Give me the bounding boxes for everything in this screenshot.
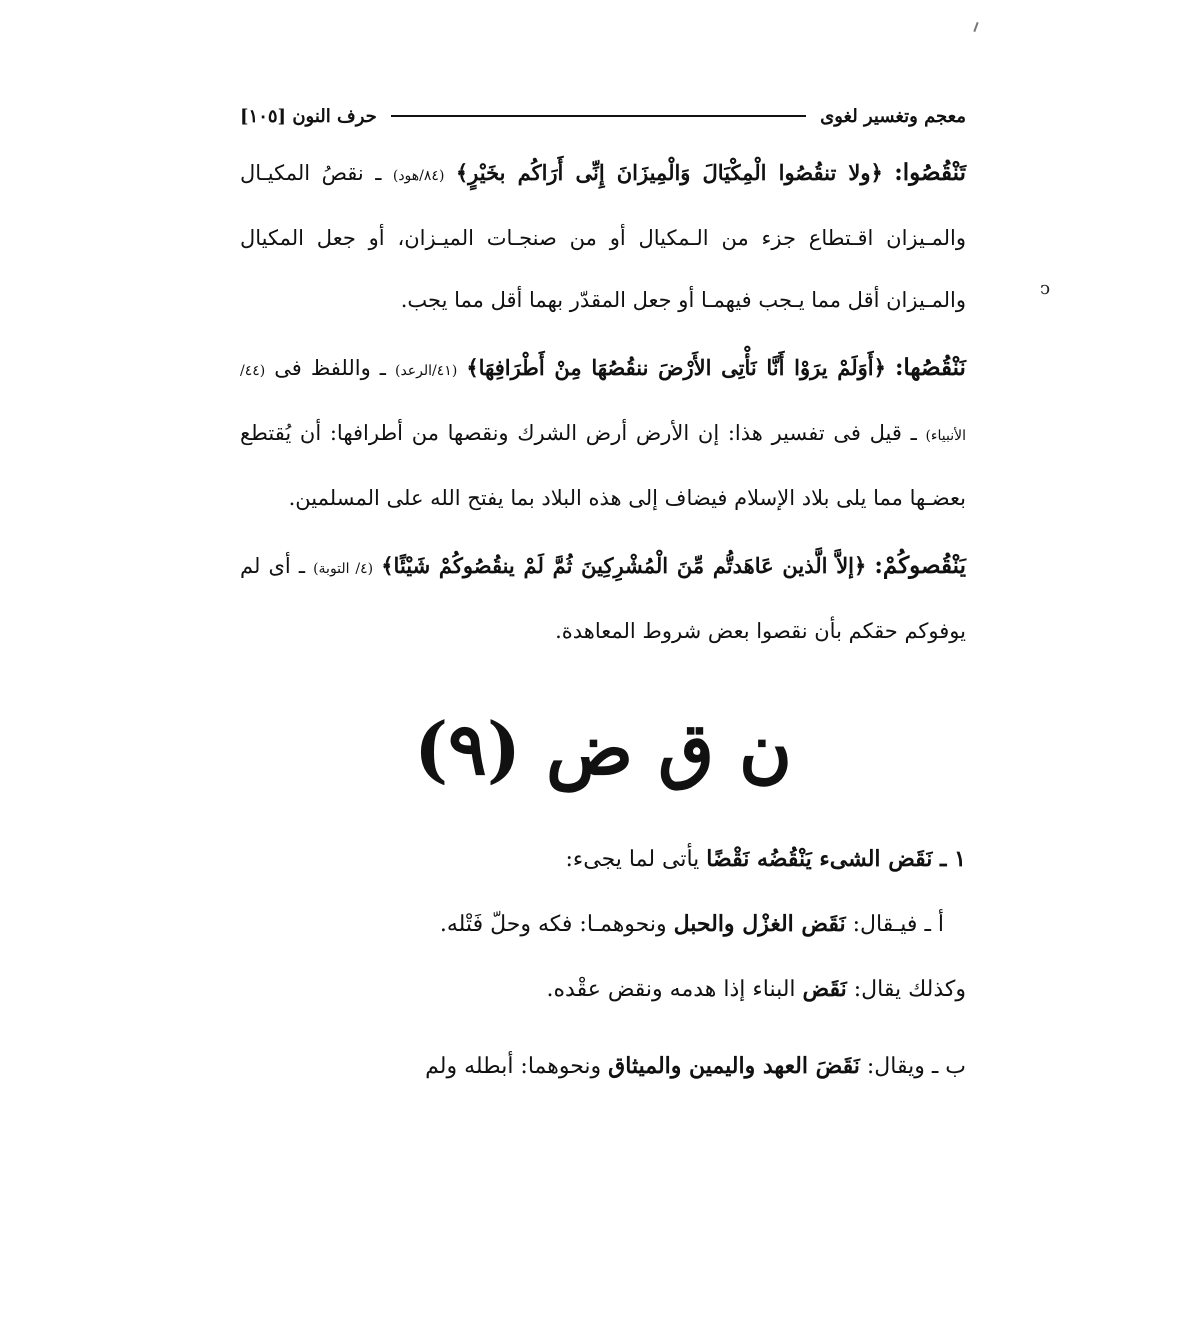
definition-line <box>240 827 966 892</box>
entry-head: يَنْقُصوكُمْ: <box>874 552 966 579</box>
verse-reference: (٤/ التوبة) <box>313 561 374 577</box>
running-header <box>240 98 966 134</box>
quran-verse: ﴿إلاَّ الَّذين عَاهَدتُّم مِّنَ الْمُشْرِكِينَ ثُمَّ لَمْ ينقُصُوكُمْ شَيْئًا﴾ <box>381 553 867 578</box>
definition-text: ونحوهمـا: فكه وحلّ فَتْله. <box>439 912 674 937</box>
definition-term: نَقَض الغزْل والحبل <box>673 911 846 937</box>
root-section-title: ن ق ض (٩) <box>414 706 792 791</box>
entry-text: ـ قيل فى تفسير هذا: إن الأرض أرض الشرك ونقصها من أطرافها: أن يُقتطع بعضـها مما يلى بلاد الإسلام فيضاف إلى هذه البلاد بما يفتح الله على المسلمين. <box>240 421 966 510</box>
scan-speck <box>973 22 978 32</box>
quran-verse: ﴿ولا تنقُصُوا الْمِكْيَالَ وَالْمِيزَانَ إِنِّى أَرَاكُم بخَيْرٍ﴾ <box>455 160 883 185</box>
entry-head: نَنْقُصُها: <box>894 354 966 381</box>
definition-text: البناء إذا هدمه ونقض عقْده. <box>546 977 803 1002</box>
definition-line <box>240 957 966 1022</box>
definition-prefix: أ ـ فيـقال: <box>845 912 944 937</box>
definition-term: نَقَضَ العهد واليمين والميثاق <box>608 1053 860 1079</box>
definition-prefix: ب ـ ويقال: <box>859 1054 966 1079</box>
entry-text: ـ أى لم يوفوكم حقكم بأن نقصوا بعض شروط المعاهدة. <box>240 554 966 643</box>
entry-nanqusuha <box>240 337 966 529</box>
entry-yanqusukum <box>240 535 966 662</box>
margin-mark: ↄ <box>1040 278 1051 299</box>
definition-text: ونحوهما: أبطله ولم <box>425 1054 609 1079</box>
definition-term: ١ ـ نَقَض الشىء يَنْقُضُه نَقْضًا <box>706 846 966 872</box>
entry-head: تَنْقُصُوا: <box>894 159 966 186</box>
entry-text-lead: ـ واللفظ فى <box>274 356 386 380</box>
entry-tanqusu <box>240 142 966 331</box>
definition-line <box>240 1034 966 1099</box>
entry-text: ـ نقصُ المكيـال والمـيزان اقـتطاع جزء من الـمكيال أو من صنجـات الميـزان، أو جعل المكيال والمـيزان أقل مما يـجب فيهمـا أو جعل المقدّر بهما أقل مما يجب. <box>240 161 966 312</box>
verse-reference: (٨٤/هود) <box>392 168 445 184</box>
definition-prefix: وكذلك يقال: <box>846 977 966 1002</box>
book-title: معجم وتغسير لغوى <box>820 105 966 127</box>
definition-line <box>240 892 966 957</box>
section-label: حرف النون [١٠٥] <box>240 105 377 127</box>
verse-reference: (٤١/الرعد) <box>395 363 458 379</box>
definition-term: نَقَض <box>802 976 847 1002</box>
verse-reference-secondary: (٤٤/الأنبياء) <box>240 363 966 444</box>
header-rule <box>391 115 806 117</box>
quran-verse: ﴿أَوَلَمْ يرَوْا أَنَّا نَأْتِى الأَرْضَ ننقُصُهَا مِنْ أَطْرَافِهَا﴾ <box>466 355 886 380</box>
definition-text: يأتى لما يجىء: <box>565 847 707 872</box>
book-page <box>240 98 966 1298</box>
